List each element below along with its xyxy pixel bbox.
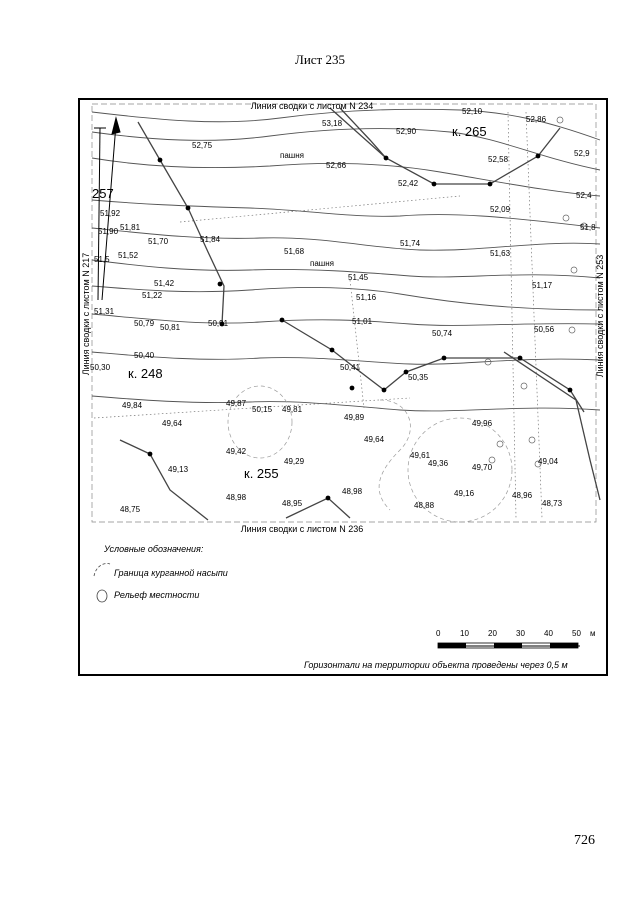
elevation-label: 48,96 xyxy=(512,491,533,500)
elevation-label: 49,84 xyxy=(122,401,143,410)
elevation-label: 52,4 xyxy=(576,191,592,200)
legend-relief: Рельеф местности xyxy=(114,590,200,600)
elevation-label: 51,16 xyxy=(356,293,377,302)
elevation-label: 49,13 xyxy=(168,465,189,474)
elevation-label: 51,90 xyxy=(98,227,119,236)
elevation-label: 52,9 xyxy=(574,149,590,158)
elevation-label: 49,04 xyxy=(538,457,559,466)
elevation-label: 52,58 xyxy=(488,155,509,164)
elevation-label: 50,15 xyxy=(252,405,273,414)
elevation-label: 48,88 xyxy=(414,501,435,510)
elevation-label: 51,22 xyxy=(142,291,163,300)
elevation-label: 50,35 xyxy=(408,373,429,382)
field-label: пашня xyxy=(280,151,304,160)
elevation-label: 49,29 xyxy=(284,457,305,466)
relief-marks xyxy=(485,117,587,467)
elevation-label: 51,81 xyxy=(120,223,141,232)
elevation-label: 51,68 xyxy=(284,247,305,256)
page-number: 726 xyxy=(574,833,595,848)
kurgan-label-248: к. 248 xyxy=(128,366,163,381)
elevation-label: 48,95 xyxy=(282,499,303,508)
elevation-label: 52,86 xyxy=(526,115,547,124)
elevation-label: 52,66 xyxy=(326,161,347,170)
site-plan-map xyxy=(80,100,606,674)
elevation-label: 52,09 xyxy=(490,205,511,214)
elevation-label: 52,90 xyxy=(396,127,417,136)
elevation-label: 51,52 xyxy=(118,251,139,260)
elevation-label: 50,91 xyxy=(208,319,229,328)
scale-tick-label: 30 xyxy=(516,629,525,638)
survey-routes xyxy=(120,108,600,520)
elevation-label: 49,87 xyxy=(226,399,247,408)
elevation-label: 49,36 xyxy=(428,459,449,468)
elevation-label: 51,92 xyxy=(100,209,121,218)
kurgan-label-255: к. 255 xyxy=(244,466,279,481)
edge-label-right: Линия сводки с листом N 253 xyxy=(595,254,605,378)
elevation-label: 52,10 xyxy=(462,107,483,116)
scale-tick-label: 0 xyxy=(436,629,441,638)
elevation-label: 51,45 xyxy=(348,273,369,282)
elevation-label: 53,18 xyxy=(322,119,343,128)
elevation-label: 48,73 xyxy=(542,499,563,508)
relief-icon xyxy=(97,590,107,602)
elevation-label: 51,63 xyxy=(490,249,511,258)
elevation-label: 50,81 xyxy=(160,323,181,332)
scale-unit: м xyxy=(590,629,596,638)
elevation-label: 51,42 xyxy=(154,279,175,288)
map-frame xyxy=(78,98,608,676)
elevation-label: 49,42 xyxy=(226,447,247,456)
legend-mound-boundary: Граница курганной насыпи xyxy=(114,568,228,578)
scale-tick-label: 10 xyxy=(460,629,469,638)
elevation-label: 49,96 xyxy=(472,419,493,428)
elevation-label: 50,56 xyxy=(534,325,555,334)
scale-bar xyxy=(436,629,596,648)
kurgan-label-257: 257 xyxy=(92,186,114,201)
legend-title: Условные обозначения: xyxy=(104,544,204,554)
elevation-label: 50,41 xyxy=(340,363,361,372)
edge-label-left: Линия сводки с листом N 217 xyxy=(81,252,91,376)
elevation-label: 49,64 xyxy=(162,419,183,428)
field-boundaries xyxy=(94,112,542,518)
elevation-label: 51,17 xyxy=(532,281,553,290)
elevation-label: 49,16 xyxy=(454,489,475,498)
mound-boundary-icon xyxy=(94,564,110,577)
kurgan-label-265: к. 265 xyxy=(452,124,487,139)
elevation-label: 52,75 xyxy=(192,141,213,150)
elevation-label: 49,89 xyxy=(344,413,365,422)
elevation-label: 51,8 xyxy=(580,223,596,232)
scale-tick-label: 20 xyxy=(488,629,497,638)
edge-label-top: Линия сводки с листом N 234 xyxy=(250,101,374,111)
elevation-label: 51,31 xyxy=(94,307,115,316)
scale-tick-label: 40 xyxy=(544,629,553,638)
elevation-label: 48,98 xyxy=(342,487,363,496)
elevation-label: 49,64 xyxy=(364,435,385,444)
elevation-label: 51,84 xyxy=(200,235,221,244)
legend xyxy=(94,544,228,602)
sheet-title: Лист 235 xyxy=(295,52,345,67)
elevation-label: 51,70 xyxy=(148,237,169,246)
elevation-label: 51,5 xyxy=(94,255,110,264)
elevation-label: 49,70 xyxy=(472,463,493,472)
elevation-label: 48,75 xyxy=(120,505,141,514)
elevation-label: 49,81 xyxy=(282,405,303,414)
contour-interval-note: Горизонтали на территории объекта проведены через 0,5 м xyxy=(304,660,568,670)
elevation-labels xyxy=(90,107,596,514)
elevation-label: 52,42 xyxy=(398,179,419,188)
elevation-label: 48,98 xyxy=(226,493,247,502)
field-label: пашня xyxy=(310,259,334,268)
elevation-label: 50,79 xyxy=(134,319,155,328)
edge-label-bottom: Линия сводки с листом N 236 xyxy=(240,524,364,534)
elevation-label: 50,30 xyxy=(90,363,111,372)
scale-tick-label: 50 xyxy=(572,629,581,638)
elevation-label: 51,74 xyxy=(400,239,421,248)
elevation-label: 50,40 xyxy=(134,351,155,360)
elevation-label: 50,74 xyxy=(432,329,453,338)
elevation-label: 49,61 xyxy=(410,451,431,460)
elevation-label: 51,01 xyxy=(352,317,373,326)
